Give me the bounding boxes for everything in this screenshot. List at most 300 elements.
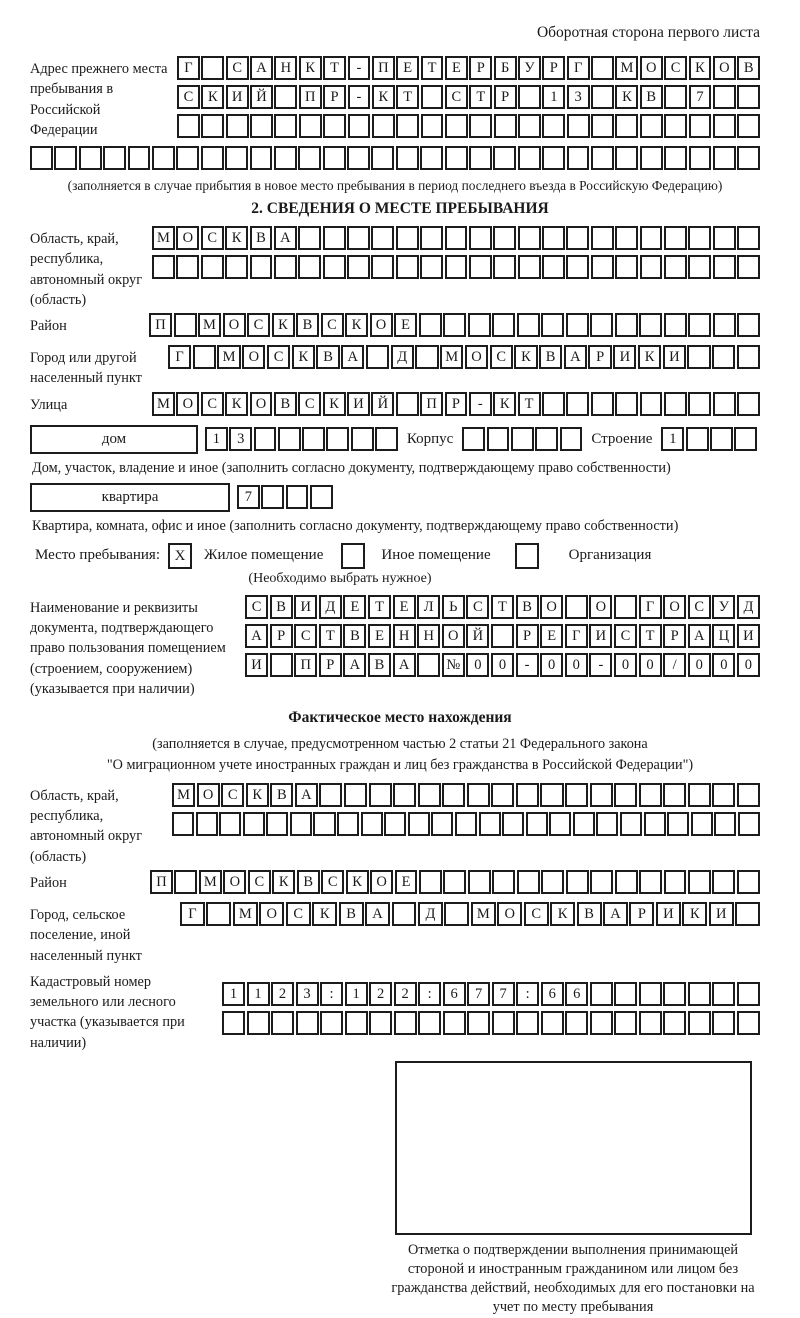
- char-cell: [614, 595, 637, 619]
- char-cell: -: [469, 392, 492, 416]
- char-cell: /: [663, 653, 686, 677]
- char-cell: Е: [393, 595, 416, 619]
- char-cell: [347, 255, 370, 279]
- char-cell: 2: [394, 982, 417, 1006]
- char-cell: [541, 313, 564, 337]
- char-cell: [201, 255, 224, 279]
- char-cell: [225, 255, 248, 279]
- char-cell: Е: [540, 624, 563, 648]
- char-cell: [266, 812, 288, 836]
- char-cell: А: [688, 624, 711, 648]
- char-cell: Р: [629, 902, 654, 926]
- char-cell: [518, 146, 541, 170]
- char-cell: [541, 1011, 564, 1035]
- char-cell: [319, 783, 342, 807]
- char-cell: [640, 146, 663, 170]
- char-cell: Е: [368, 624, 391, 648]
- char-cell: Р: [445, 392, 468, 416]
- raion-label: Район: [30, 318, 67, 335]
- kvartira-cells: [237, 485, 333, 509]
- char-cell: О: [442, 624, 465, 648]
- char-cell: [302, 427, 325, 451]
- document-row-3: [245, 653, 760, 677]
- char-cell: [344, 783, 367, 807]
- char-cell: [614, 783, 637, 807]
- char-cell: С: [221, 783, 244, 807]
- char-cell: [667, 812, 689, 836]
- char-cell: [737, 146, 760, 170]
- char-cell: [590, 783, 613, 807]
- char-cell: [591, 114, 614, 138]
- char-cell: [326, 427, 349, 451]
- char-cell: Г: [567, 56, 590, 80]
- oblast-label: Область, край, республика, автономный округ (область): [30, 231, 143, 308]
- fact-oblast-row-1: [172, 783, 760, 807]
- char-cell: [54, 146, 77, 170]
- char-cell: [664, 313, 687, 337]
- char-cell: [639, 783, 662, 807]
- char-cell: [712, 345, 735, 369]
- char-cell: М: [199, 870, 222, 894]
- char-cell: [526, 812, 548, 836]
- char-cell: [393, 783, 416, 807]
- char-cell: [369, 1011, 392, 1035]
- char-cell: И: [245, 653, 268, 677]
- char-cell: В: [516, 595, 539, 619]
- char-cell: [640, 226, 663, 250]
- char-cell: [590, 982, 613, 1006]
- char-cell: С: [177, 85, 200, 109]
- char-cell: [369, 783, 392, 807]
- char-cell: С: [245, 595, 268, 619]
- char-cell: Г: [168, 345, 191, 369]
- char-cell: К: [514, 345, 537, 369]
- char-cell: [518, 114, 541, 138]
- char-cell: :: [516, 982, 539, 1006]
- char-cell: Р: [516, 624, 539, 648]
- fact-raion-row: [150, 870, 760, 894]
- checkbox-organizatsiya: [515, 543, 539, 569]
- char-cell: С: [294, 624, 317, 648]
- char-cell: А: [245, 624, 268, 648]
- char-cell: [540, 783, 563, 807]
- char-cell: [688, 255, 711, 279]
- char-cell: [663, 783, 686, 807]
- char-cell: [201, 56, 224, 80]
- char-cell: [517, 313, 540, 337]
- char-cell: И: [226, 85, 249, 109]
- char-cell: М: [471, 902, 496, 926]
- char-cell: [274, 146, 297, 170]
- char-cell: [591, 85, 614, 109]
- prev-address-label: Адрес прежнего места пребывания в Российской Федерации: [30, 61, 168, 138]
- char-cell: [254, 427, 277, 451]
- fact-gorod-row: [180, 902, 760, 926]
- char-cell: [79, 146, 102, 170]
- char-cell: С: [248, 870, 271, 894]
- char-cell: С: [247, 313, 270, 337]
- fact-gorod-block: [30, 902, 760, 966]
- char-cell: Г: [177, 56, 200, 80]
- char-cell: [542, 255, 565, 279]
- dom-box: дом: [30, 425, 198, 454]
- char-cell: 0: [540, 653, 563, 677]
- char-cell: [516, 783, 539, 807]
- char-cell: [518, 85, 541, 109]
- char-cell: Т: [491, 595, 514, 619]
- char-cell: В: [368, 653, 391, 677]
- char-cell: [274, 114, 297, 138]
- char-cell: И: [294, 595, 317, 619]
- char-cell: [418, 783, 441, 807]
- char-cell: [639, 870, 662, 894]
- char-cell: [737, 313, 760, 337]
- char-cell: К: [615, 85, 638, 109]
- char-cell: [250, 114, 273, 138]
- char-cell: [396, 146, 419, 170]
- char-cell: [566, 313, 589, 337]
- char-cell: [271, 1011, 294, 1035]
- char-cell: Ь: [442, 595, 465, 619]
- char-cell: С: [201, 392, 224, 416]
- char-cell: [664, 114, 687, 138]
- char-cell: К: [682, 902, 707, 926]
- char-cell: [128, 146, 151, 170]
- char-cell: Р: [469, 56, 492, 80]
- char-cell: [713, 146, 736, 170]
- cadastre-label: Кадастровый номер земельного или лесного участка (указывается при наличии): [30, 973, 185, 1051]
- fact-note-line2: "О миграционном учете иностранных граждан и лиц без гражданства в Российской Федерации"): [106, 757, 694, 773]
- char-cell: [222, 1011, 245, 1035]
- char-cell: К: [550, 902, 575, 926]
- ulitsa-row: [152, 392, 760, 416]
- char-cell: 1: [205, 427, 228, 451]
- char-cell: [201, 114, 224, 138]
- char-cell: Н: [417, 624, 440, 648]
- char-cell: [691, 812, 713, 836]
- char-cell: -: [348, 85, 371, 109]
- char-cell: Й: [466, 624, 489, 648]
- char-cell: С: [286, 902, 311, 926]
- char-cell: [511, 427, 534, 451]
- char-cell: 6: [443, 982, 466, 1006]
- char-cell: [590, 870, 613, 894]
- corner-note: Оборотная сторона первого листа: [536, 24, 760, 41]
- char-cell: С: [321, 313, 344, 337]
- char-cell: К: [346, 870, 369, 894]
- char-cell: [219, 812, 241, 836]
- char-cell: А: [393, 653, 416, 677]
- char-cell: 0: [712, 653, 735, 677]
- char-cell: Г: [180, 902, 205, 926]
- char-cell: Р: [588, 345, 611, 369]
- char-cell: [737, 1011, 760, 1035]
- char-cell: [713, 226, 736, 250]
- char-cell: Н: [274, 56, 297, 80]
- char-cell: [445, 114, 468, 138]
- char-cell: Т: [319, 624, 342, 648]
- char-cell: [152, 255, 175, 279]
- char-cell: [261, 485, 284, 509]
- char-cell: [361, 812, 383, 836]
- char-cell: Т: [639, 624, 662, 648]
- char-cell: К: [292, 345, 315, 369]
- char-cell: [469, 226, 492, 250]
- char-cell: [614, 982, 637, 1006]
- char-cell: В: [250, 226, 273, 250]
- char-cell: К: [372, 85, 395, 109]
- char-cell: Т: [518, 392, 541, 416]
- char-cell: [347, 226, 370, 250]
- char-cell: [644, 812, 666, 836]
- char-cell: :: [320, 982, 343, 1006]
- char-cell: [299, 114, 322, 138]
- char-cell: [713, 392, 736, 416]
- char-cell: [549, 812, 571, 836]
- korpus-label: Корпус: [406, 430, 454, 447]
- char-cell: [737, 870, 760, 894]
- char-cell: О: [197, 783, 220, 807]
- char-cell: [443, 1011, 466, 1035]
- char-cell: [639, 313, 662, 337]
- char-cell: А: [343, 653, 366, 677]
- char-cell: П: [299, 85, 322, 109]
- char-cell: [443, 870, 466, 894]
- char-cell: Е: [394, 313, 417, 337]
- char-cell: [286, 485, 309, 509]
- document-row-1: [245, 595, 760, 619]
- char-cell: [372, 114, 395, 138]
- char-cell: [455, 812, 477, 836]
- char-cell: [366, 345, 389, 369]
- char-cell: [313, 812, 335, 836]
- cadastre-block: [30, 969, 760, 1053]
- char-cell: [590, 313, 613, 337]
- char-cell: [392, 902, 417, 926]
- char-cell: [590, 1011, 613, 1035]
- char-cell: Н: [393, 624, 416, 648]
- fact-title: Фактическое место нахождения: [288, 709, 512, 727]
- char-cell: [688, 982, 711, 1006]
- char-cell: В: [274, 392, 297, 416]
- char-cell: [351, 427, 374, 451]
- char-cell: [443, 313, 466, 337]
- char-cell: [712, 982, 735, 1006]
- gorod-label: Город или другой населенный пункт: [30, 350, 142, 387]
- fact-raion-label: Район: [30, 874, 67, 891]
- char-cell: [516, 1011, 539, 1035]
- char-cell: 7: [467, 982, 490, 1006]
- fact-note-line1: (заполняется в случае, предусмотренном частью 2 статьи 21 Федерального закона: [152, 736, 648, 753]
- char-cell: [565, 595, 588, 619]
- char-cell: 3: [567, 85, 590, 109]
- char-cell: 1: [661, 427, 684, 451]
- char-cell: 0: [491, 653, 514, 677]
- char-cell: [193, 345, 216, 369]
- char-cell: [320, 1011, 343, 1035]
- char-cell: М: [217, 345, 240, 369]
- stroenie-cells: [661, 427, 757, 451]
- kvartira-note: Квартира, комната, офис и иное (заполнить согласно документу, подтверждающему право собственности): [32, 517, 679, 534]
- gorod-row: [168, 345, 760, 369]
- char-cell: [615, 226, 638, 250]
- char-cell: М: [233, 902, 258, 926]
- char-cell: [201, 146, 224, 170]
- oblast-row-1: [152, 226, 760, 250]
- char-cell: [615, 146, 638, 170]
- char-cell: О: [176, 226, 199, 250]
- char-cell: [687, 345, 710, 369]
- char-cell: П: [372, 56, 395, 80]
- char-cell: О: [370, 313, 393, 337]
- char-cell: [206, 902, 231, 926]
- char-cell: В: [577, 902, 602, 926]
- prev-address-block: [30, 56, 760, 143]
- char-cell: [596, 812, 618, 836]
- char-cell: Т: [421, 56, 444, 80]
- char-cell: [518, 226, 541, 250]
- char-cell: [689, 114, 712, 138]
- char-cell: К: [638, 345, 661, 369]
- char-cell: [384, 812, 406, 836]
- char-cell: [323, 255, 346, 279]
- char-cell: О: [250, 392, 273, 416]
- char-cell: Р: [319, 653, 342, 677]
- option-inoe-label: Иное помещение: [381, 547, 491, 564]
- char-cell: И: [613, 345, 636, 369]
- char-cell: С: [490, 345, 513, 369]
- char-cell: П: [420, 392, 443, 416]
- char-cell: [445, 226, 468, 250]
- prev-address-row-4: [30, 146, 760, 170]
- stroenie-label: Строение: [591, 430, 653, 447]
- fact-gorod-label: Город, сельское поселение, иной населенный пункт: [30, 906, 142, 964]
- fact-oblast-label: Область, край, республика, автономный округ (область): [30, 787, 143, 865]
- checkbox-zhiloe: X: [168, 543, 192, 569]
- char-cell: [243, 812, 265, 836]
- char-cell: О: [259, 902, 284, 926]
- char-cell: Т: [323, 56, 346, 80]
- char-cell: Р: [494, 85, 517, 109]
- char-cell: С: [524, 902, 549, 926]
- fact-oblast-block: [30, 783, 760, 867]
- char-cell: К: [225, 392, 248, 416]
- char-cell: 0: [639, 653, 662, 677]
- char-cell: С: [298, 392, 321, 416]
- oblast-row-2: [152, 255, 760, 279]
- char-cell: С: [321, 870, 344, 894]
- char-cell: [421, 85, 444, 109]
- mesto-label: Место пребывания:: [35, 547, 160, 564]
- char-cell: 7: [689, 85, 712, 109]
- char-cell: 1: [247, 982, 270, 1006]
- char-cell: Д: [391, 345, 414, 369]
- char-cell: [487, 427, 510, 451]
- char-cell: [371, 146, 394, 170]
- kvartira-box: квартира: [30, 483, 230, 512]
- char-cell: [620, 812, 642, 836]
- char-cell: [566, 392, 589, 416]
- char-cell: Б: [494, 56, 517, 80]
- char-cell: В: [270, 783, 293, 807]
- char-cell: [278, 427, 301, 451]
- char-cell: [250, 146, 273, 170]
- char-cell: [323, 226, 346, 250]
- char-cell: [396, 226, 419, 250]
- char-cell: [517, 870, 540, 894]
- char-cell: 2: [369, 982, 392, 1006]
- char-cell: [418, 1011, 441, 1035]
- char-cell: [442, 783, 465, 807]
- char-cell: Д: [737, 595, 760, 619]
- char-cell: 3: [229, 427, 252, 451]
- char-cell: 2: [271, 982, 294, 1006]
- char-cell: [419, 313, 442, 337]
- mesto-row: [35, 543, 760, 569]
- char-cell: Ц: [712, 624, 735, 648]
- char-cell: [493, 226, 516, 250]
- char-cell: Р: [323, 85, 346, 109]
- char-cell: К: [201, 85, 224, 109]
- char-cell: [535, 427, 558, 451]
- char-cell: 3: [296, 982, 319, 1006]
- char-cell: 1: [222, 982, 245, 1006]
- char-cell: [713, 114, 736, 138]
- char-cell: В: [539, 345, 562, 369]
- char-cell: [415, 345, 438, 369]
- char-cell: И: [737, 624, 760, 648]
- char-cell: В: [343, 624, 366, 648]
- char-cell: А: [603, 902, 628, 926]
- char-cell: [664, 146, 687, 170]
- char-cell: [663, 982, 686, 1006]
- oblast-block: [30, 226, 760, 310]
- char-cell: №: [442, 653, 465, 677]
- char-cell: [419, 870, 442, 894]
- char-cell: [298, 255, 321, 279]
- char-cell: [468, 313, 491, 337]
- char-cell: К: [246, 783, 269, 807]
- char-cell: [468, 870, 491, 894]
- char-cell: [663, 1011, 686, 1035]
- char-cell: [688, 313, 711, 337]
- char-cell: О: [465, 345, 488, 369]
- char-cell: О: [370, 870, 393, 894]
- char-cell: М: [198, 313, 221, 337]
- cadastre-row-2: [222, 1011, 760, 1035]
- char-cell: [591, 255, 614, 279]
- kvartira-row: [30, 483, 760, 512]
- char-cell: О: [176, 392, 199, 416]
- char-cell: -: [516, 653, 539, 677]
- char-cell: В: [640, 85, 663, 109]
- char-cell: И: [347, 392, 370, 416]
- char-cell: М: [615, 56, 638, 80]
- char-cell: [639, 1011, 662, 1035]
- char-cell: [290, 812, 312, 836]
- char-cell: [323, 114, 346, 138]
- char-cell: [103, 146, 126, 170]
- char-cell: К: [272, 313, 295, 337]
- char-cell: С: [688, 595, 711, 619]
- char-cell: К: [299, 56, 322, 80]
- char-cell: [274, 255, 297, 279]
- char-cell: [640, 114, 663, 138]
- char-cell: И: [656, 902, 681, 926]
- char-cell: Й: [250, 85, 273, 109]
- char-cell: Т: [469, 85, 492, 109]
- char-cell: [664, 85, 687, 109]
